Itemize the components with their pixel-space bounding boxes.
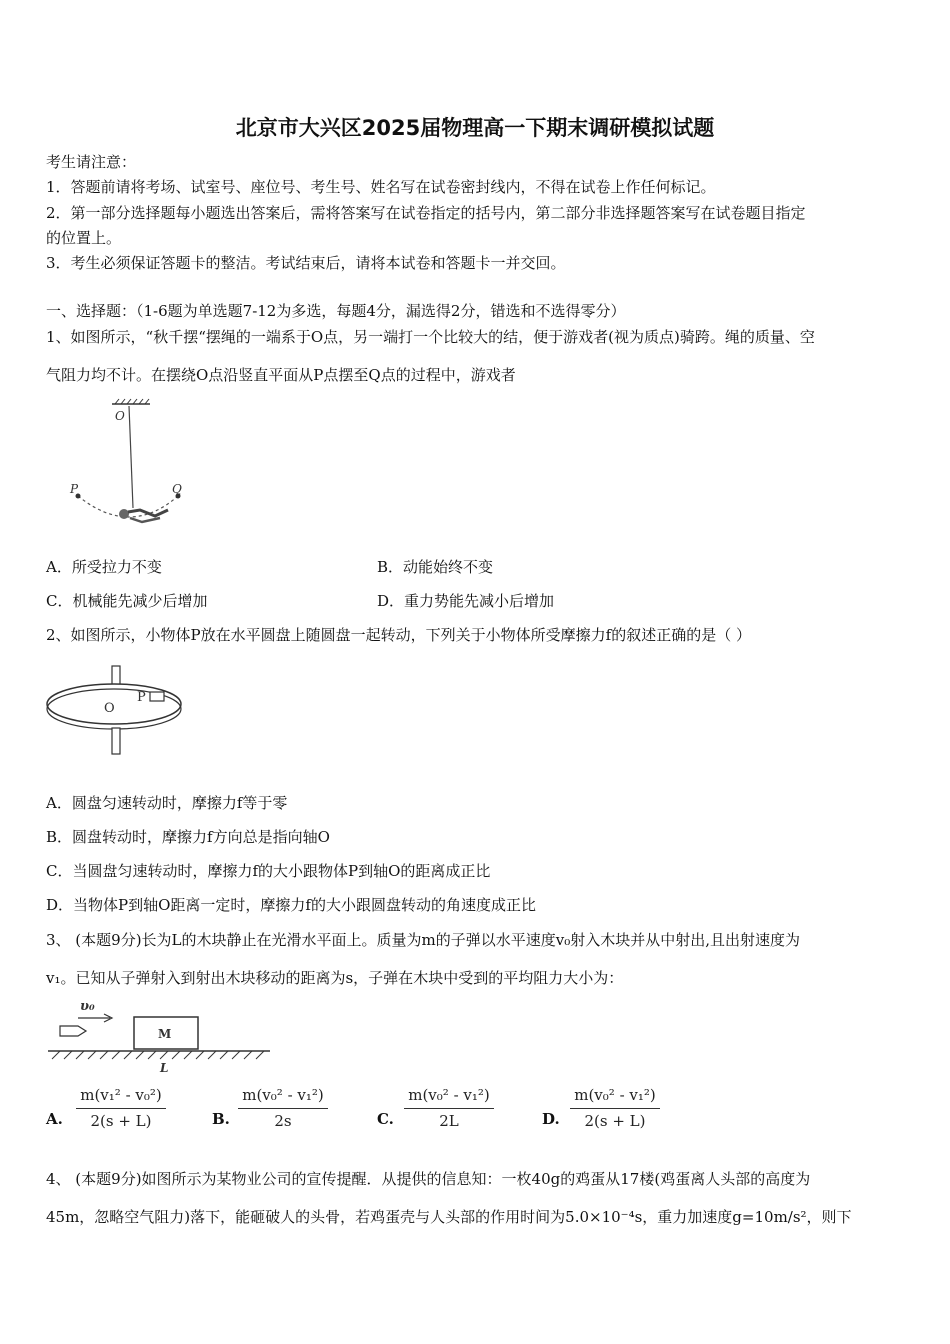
denominator: 2(s + L) — [90, 1112, 152, 1130]
v0-label: υ₀ — [80, 999, 95, 1014]
numerator: m(v₀² - v₁²) — [404, 1086, 494, 1109]
q1-option-b: B．动能始终不变 — [377, 558, 494, 576]
numerator: m(v₀² - v₁²) — [570, 1086, 660, 1109]
length-l-label: L — [160, 1061, 169, 1075]
q2-stem: 2、如图所示，小物体P放在水平圆盘上随圆盘一起转动，下列关于小物体所受摩擦力f的叙述正确的是（ ） — [46, 626, 751, 644]
q2-option-c: C．当圆盘匀速转动时，摩擦力f的大小跟物体P到轴O的距离成正比 — [46, 862, 491, 880]
page-title: 北京市大兴区2025届物理高一下期末调研模拟试题 — [235, 116, 715, 140]
q1-stem-line2: 气阻力均不计。在摆绕O点沿竖直平面从P点摆至Q点的过程中，游戏者 — [46, 366, 516, 384]
q3-option-a-formula — [76, 1086, 166, 1130]
numerator: m(v₁² - v₀²) — [76, 1086, 166, 1109]
numerator: m(v₀² - v₁²) — [238, 1086, 328, 1109]
q1-option-d: D．重力势能先减小后增加 — [377, 592, 555, 610]
q2-option-b: B．圆盘转动时，摩擦力f方向总是指向轴O — [46, 828, 330, 846]
point-p-label: P — [70, 482, 79, 496]
axis-o-label: O — [104, 701, 115, 716]
q1-option-a: A．所受拉力不变 — [46, 558, 162, 576]
denominator: 2L — [439, 1112, 459, 1130]
q2-option-d: D．当物体P到轴O距离一定时，摩擦力f的大小跟圆盘转动的角速度成正比 — [46, 896, 536, 914]
q1-stem-line1: 1、如图所示，“秋千摆“摆绳的一端系于O点，另一端打一个比较大的结，便于游戏者(视为质点)骑跨。绳的质量、空 — [46, 328, 815, 346]
q3-option-c-label: C. — [377, 1110, 394, 1128]
notice-heading: 考生请注意： — [46, 153, 137, 171]
q2-disk-figure — [44, 662, 189, 762]
q3-option-d-label: D. — [542, 1110, 560, 1128]
q3-option-b-formula — [238, 1086, 328, 1130]
point-o-label: O — [115, 409, 125, 423]
q3-option-c-formula — [404, 1086, 494, 1130]
point-q-label: Q — [172, 482, 182, 496]
denominator: 2s — [274, 1112, 292, 1130]
notice-item: 3．考生必须保证答题卡的整洁。考试结束后，请将本试卷和答题卡一并交回。 — [46, 254, 566, 272]
section-heading: 一、选择题：（1-6题为单选题7-12为多选，每题4分，漏选得2分，错选和不选得零分） — [46, 302, 626, 320]
q2-option-a: A．圆盘匀速转动时，摩擦力f等于零 — [46, 794, 288, 812]
block-m-label: M — [158, 1027, 172, 1041]
notice-item: 2．第一部分选择题每小题选出答案后，需将答案写在试卷指定的括号内，第二部分非选择题答案写在试卷题目指定 — [46, 204, 806, 222]
q4-stem-line2: 45m，忽略空气阻力)落下，能砸破人的头骨，若鸡蛋壳与人头部的作用时间为5.0×10⁻⁴s，重力加速度g=10m/s²，则下 — [46, 1208, 852, 1226]
q3-stem-line1: 3、 (本题9分)长为L的木块静止在光滑水平面上。质量为m的子弹以水平速度v₀射入木块并从中射出,且出射速度为 — [46, 931, 801, 949]
q1-option-c: C．机械能先减少后增加 — [46, 592, 208, 610]
rider-figure — [119, 509, 168, 522]
q3-option-d-formula — [570, 1086, 660, 1130]
q3-bullet-figure — [44, 994, 274, 1076]
q3-option-a-label: A. — [46, 1110, 63, 1128]
q4-stem-line1: 4、 (本题9分)如图所示为某物业公司的宣传提醒．从提供的信息知：一枚40g的鸡蛋从17楼(鸡蛋离人头部的高度为 — [46, 1170, 811, 1188]
notice-item: 1．答题前请将考场、试室号、座位号、考生号、姓名写在试卷密封线内，不得在试卷上作任何标记。 — [46, 178, 716, 196]
q3-option-b-label: B. — [212, 1110, 230, 1128]
denominator: 2(s + L) — [584, 1112, 646, 1130]
object-p-label: P — [137, 690, 146, 705]
notice-item: 的位置上。 — [46, 229, 122, 247]
q1-swing-figure — [60, 398, 200, 538]
q3-stem-line2: v₁。已知从子弹射入到射出木块移动的距离为s，子弹在木块中受到的平均阻力大小为： — [46, 969, 624, 987]
